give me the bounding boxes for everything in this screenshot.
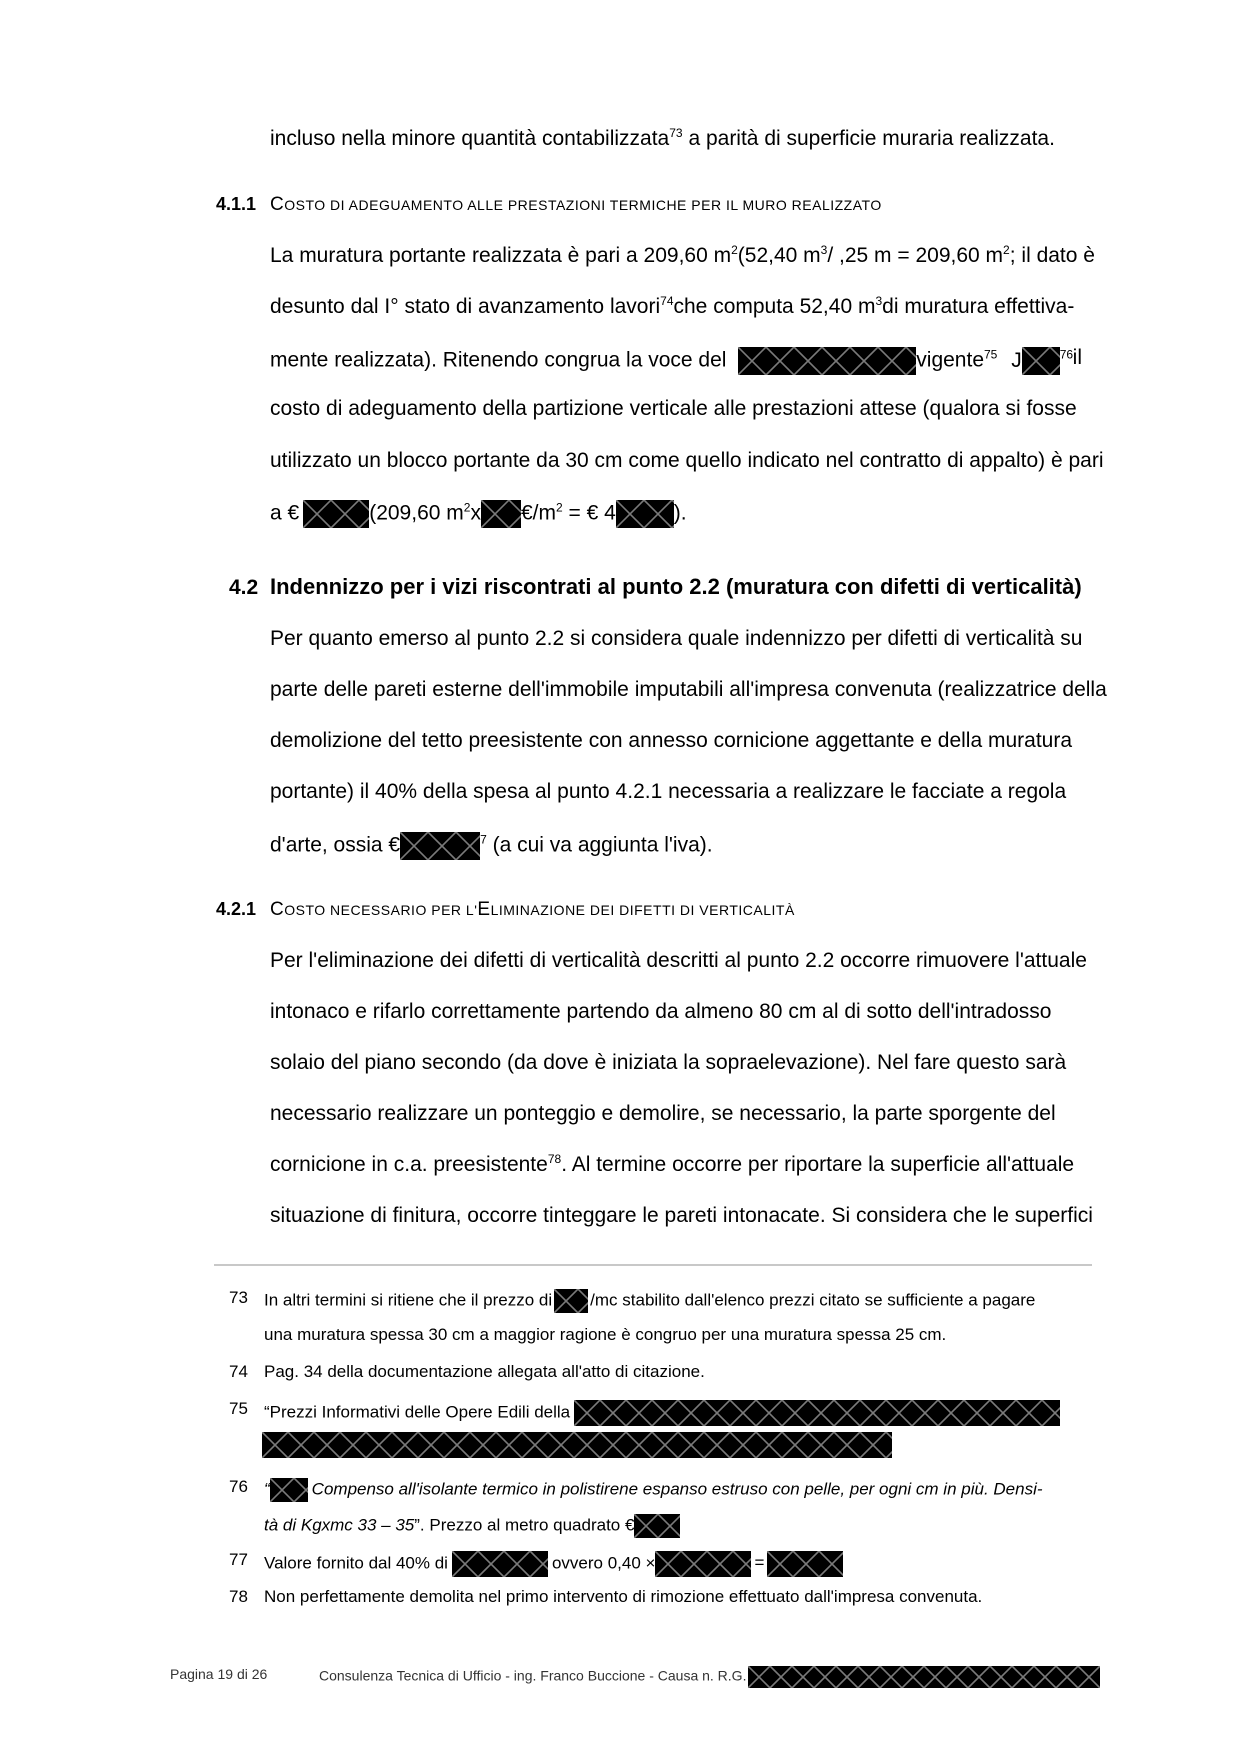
- redaction-pattern: [270, 1478, 308, 1502]
- text: “: [264, 1479, 270, 1499]
- text: ovvero 0,40 ×: [551, 1553, 656, 1573]
- redaction-pattern: [481, 500, 521, 528]
- footer-text: [319, 1666, 1100, 1688]
- text: “Prezzi Informativi delle Opere Edili della: [264, 1402, 571, 1422]
- text: (a cui va aggiunta l'iva).: [486, 833, 713, 857]
- text: x: [470, 501, 481, 525]
- text: / ,25 m = 209,60 m: [827, 244, 1004, 267]
- text: E: [477, 899, 491, 920]
- body-line: [270, 678, 1107, 701]
- text: ”. Prezzo al metro quadrato €: [414, 1515, 635, 1535]
- body-line: [270, 449, 1104, 472]
- text: (52,40 m: [737, 244, 821, 267]
- text: Compenso all'isolante termico in polistirene espanso estruso con pelle, per ogni cm in più. Densi-: [311, 1479, 1043, 1499]
- redaction-pattern: [400, 832, 480, 860]
- footnote-separator: [214, 1264, 1092, 1266]
- footnote-ref[interactable]: 73: [669, 126, 683, 140]
- section-title: [270, 195, 882, 214]
- footnote-number: 78: [229, 1587, 248, 1606]
- redaction-pattern: [616, 500, 674, 528]
- body-line: [270, 832, 713, 860]
- section-number: 4.2: [229, 576, 259, 599]
- text: utilizzato un blocco portante da 30 cm come quello indicato nel contratto di appalto) è pari: [270, 449, 1104, 472]
- text: Per l'eliminazione dei difetti di verticalità descritti al punto 2.2 occorre rimuovere l'attuale: [270, 949, 1087, 972]
- text: parte delle pareti esterne dell'immobile imputabili all'impresa convenuta (realizzatrice della: [270, 678, 1107, 701]
- redaction-pattern: [738, 347, 916, 375]
- section-title: [270, 900, 795, 919]
- footnote-line: [264, 1478, 1043, 1502]
- footer-page-number: Pagina 19 di 26: [170, 1666, 268, 1682]
- text: demolizione del tetto preesistente con annesso cornicione aggettante e della muratura: [270, 729, 1073, 752]
- text: desunto dal I° stato di avanzamento lavori: [270, 295, 661, 318]
- text: Consulenza Tecnica di Ufficio - ing. Franco Buccione - Causa n. R.G.: [319, 1667, 747, 1684]
- text: J: [1011, 348, 1022, 372]
- text: In altri termini si ritiene che il prezzo di: [264, 1290, 553, 1310]
- body-line: [270, 243, 1095, 267]
- text: 2: [463, 500, 471, 515]
- redaction-pattern: [303, 500, 369, 528]
- text: il: [1072, 346, 1082, 369]
- text: 3: [820, 243, 828, 257]
- redaction: [554, 1289, 588, 1313]
- footnote-ref[interactable]: 7: [480, 832, 487, 847]
- redaction: [767, 1551, 843, 1577]
- text: di muratura effettiva-: [882, 295, 1075, 318]
- footnote-line: Non perfettamente demolita nel primo intervento di rimozione effettuato dall'impresa convenuta.: [264, 1587, 983, 1606]
- text: La muratura portante realizzata è pari a 209,60 m: [270, 244, 732, 267]
- text: a parità di superficie muraria realizzata.: [682, 127, 1055, 150]
- text: che computa 52,40 m: [673, 295, 876, 318]
- redaction: [655, 1551, 751, 1577]
- text: =: [754, 1553, 765, 1573]
- footnote-ref[interactable]: 76: [1059, 347, 1074, 362]
- footnote-line: [264, 1289, 1084, 1313]
- redaction-pattern: [1022, 347, 1060, 375]
- redaction: [270, 1478, 308, 1502]
- text: 2: [555, 500, 563, 515]
- redaction: [303, 500, 369, 528]
- body-line: [270, 1204, 1093, 1227]
- redaction-pattern: [262, 1432, 892, 1458]
- footnote-ref[interactable]: 74: [660, 294, 674, 308]
- text: necessario realizzare un ponteggio e demolire, se necessario, la parte sporgente del: [270, 1102, 1056, 1125]
- footnote-line: una muratura spessa 30 cm a maggior ragione è congruo per una muratura spessa 25 cm.: [264, 1325, 947, 1344]
- body-line: [270, 296, 1082, 317]
- redaction: [634, 1514, 680, 1538]
- text: cornicione in c.a. preesistente: [270, 1153, 548, 1176]
- redaction: [1022, 347, 1060, 375]
- text: d'arte, ossia €: [270, 833, 401, 857]
- text: situazione di finitura, occorre tinteggare le pareti intonacate. Si considera che le superfici: [270, 1204, 1093, 1227]
- body-line: [270, 730, 1082, 751]
- redaction: [481, 500, 521, 528]
- text: 3: [875, 294, 883, 308]
- footnote-number: 75: [229, 1399, 248, 1418]
- body-line: [270, 1103, 1082, 1124]
- text: vigente: [916, 348, 984, 372]
- body-line: [270, 1154, 1082, 1175]
- section-number: 4.2.1: [216, 899, 257, 919]
- text: LIMINAZIONE DEI DIFETTI DI VERTICALITÀ: [490, 902, 795, 918]
- text: costo di adeguamento della partizione verticale alle prestazioni attese (qualora si fosse: [270, 397, 1077, 420]
- text: a €: [270, 501, 300, 525]
- body-line: [270, 628, 1082, 649]
- text: /mc stabilito dall'elenco prezzi citato se sufficiente a pagare: [590, 1290, 1036, 1310]
- footnote-number: 74: [229, 1362, 248, 1381]
- text: €/m: [520, 501, 556, 525]
- redaction-pattern: [655, 1551, 751, 1577]
- footnote-line: [264, 1400, 1060, 1426]
- footnote-number: 73: [229, 1288, 248, 1307]
- redaction-pattern: [634, 1514, 680, 1538]
- text: solaio del piano secondo (da dove è iniziata la sopraelevazione). Nel fare questo sarà: [270, 1051, 1067, 1074]
- redaction-pattern: [748, 1666, 1100, 1688]
- redaction: [748, 1666, 1100, 1688]
- section-number: 4.1.1: [216, 194, 257, 214]
- footnote-line: Pag. 34 della documentazione allegata all'atto di citazione.: [264, 1362, 705, 1381]
- redaction: [262, 1432, 892, 1458]
- text: tà di Kgxmc 33 – 35: [264, 1515, 415, 1535]
- text: mente realizzata). Ritenendo congrua la voce del: [270, 348, 727, 372]
- text: = € 4: [562, 501, 616, 525]
- text: intonaco e rifarlo correttamente partendo da almeno 80 cm al di sotto dell'intradosso: [270, 1000, 1052, 1023]
- text: incluso nella minore quantità contabilizzata: [270, 127, 670, 150]
- body-line: [270, 1052, 1082, 1073]
- footnote-ref[interactable]: 78: [547, 1152, 562, 1166]
- text: OSTO DI ADEGUAMENTO ALLE PRESTAZIONI TERMICHE PER IL MURO REALIZZATO: [284, 197, 882, 213]
- text: . Al termine occorre per riportare la superficie all'attuale: [561, 1153, 1075, 1176]
- text: portante) il 40% della spesa al punto 4.2.1 necessaria a realizzare le facciate a regola: [270, 780, 1067, 803]
- redaction-pattern: [574, 1400, 1060, 1426]
- body-line: [270, 949, 1087, 972]
- redaction: [616, 500, 674, 528]
- redaction: [400, 832, 480, 860]
- text: C: [270, 194, 285, 215]
- footnote-number: 77: [229, 1550, 248, 1569]
- body-line: [270, 398, 1082, 419]
- body-line: [270, 781, 1082, 802]
- body-line: [270, 347, 1082, 375]
- body-line: [270, 128, 1055, 149]
- redaction: [574, 1400, 1060, 1426]
- redaction-pattern: [452, 1551, 548, 1577]
- footnote-line: [264, 1551, 843, 1577]
- redaction: [452, 1551, 548, 1577]
- body-line: [270, 500, 687, 528]
- redaction-pattern: [554, 1289, 588, 1313]
- redaction-pattern: [767, 1551, 843, 1577]
- text: 2: [1003, 243, 1010, 257]
- footnote-ref[interactable]: 75: [984, 347, 998, 362]
- text: C: [270, 899, 285, 920]
- text: 2: [731, 243, 738, 257]
- text: ; il dato è: [1009, 244, 1095, 267]
- footnote-number: 76: [229, 1477, 248, 1496]
- footnote-line: [264, 1514, 680, 1538]
- section-title: Indennizzo per i vizi riscontrati al punto 2.2 (muratura con difetti di verticalità): [270, 574, 1082, 599]
- text: Per quanto emerso al punto 2.2 si considera quale indennizzo per difetti di verticalità su: [270, 627, 1083, 650]
- text: ).: [673, 501, 687, 525]
- text: Valore fornito dal 40% di: [264, 1553, 448, 1573]
- redaction: [738, 347, 916, 375]
- text: OSTO NECESSARIO PER L': [284, 902, 478, 918]
- text: (209,60 m: [369, 501, 464, 525]
- body-line: [270, 1001, 1082, 1022]
